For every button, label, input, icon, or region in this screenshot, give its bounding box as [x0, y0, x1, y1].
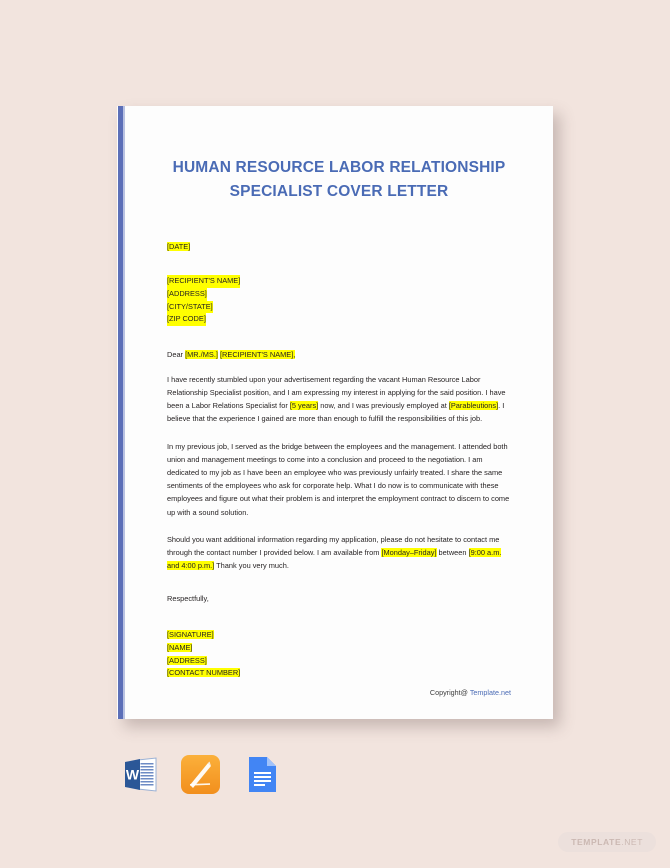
pages-icon-glyph — [178, 752, 223, 797]
watermark-bold-text: TEMPLATE — [571, 837, 622, 847]
sender-name: [NAME] — [167, 642, 193, 652]
recipient-block — [167, 251, 511, 326]
body-paragraph-1 — [167, 359, 511, 426]
paragraph-3-highlight-hours: [9:00 a.m. and 4:00 p.m.] — [167, 547, 502, 571]
docs-icon-glyph — [238, 752, 283, 797]
body-paragraph-3 — [167, 519, 511, 573]
page-left-accent-bar — [118, 106, 123, 719]
salutation-prefix: Dear — [167, 349, 186, 359]
sender-address: [ADDRESS] — [167, 655, 207, 665]
date-field — [167, 204, 511, 251]
paragraph-1-highlight-company: [Parableutions] — [448, 401, 499, 411]
template-net-link[interactable]: Template.net — [469, 688, 511, 697]
copyright-text: Copyright@ — [429, 688, 470, 697]
document-content — [167, 106, 511, 719]
google-docs-icon[interactable] — [238, 752, 283, 797]
recipient-address: [ADDRESS] — [167, 288, 207, 301]
salutation-name-placeholder: [RECIPIENT'S NAME], — [220, 349, 296, 359]
template-net-watermark — [558, 832, 656, 852]
body-paragraph-2: In my previous job, I served as the bridge between the employees and the management. I attended both union and management meetings to come into a conclusion and proceed to the negotiation. I am dedicated to my job as I have been an employee who was previously unfairly treated. I share the same sentiments of the employees who ask for corporate help. What I do now is to communicate with these employees and figure out what their problem is and interpret the employment contract to discern to come up with a sound solution. — [167, 441, 510, 517]
paragraph-3-part-3: Thank you very much. — [214, 561, 289, 571]
paragraph-3-part-1: Should you want additional information regarding my application, please do not hesitate to contact me through the contact number I provided below. I am available from — [167, 534, 500, 557]
recipient-zip-code: [ZIP CODE] — [167, 313, 206, 326]
paragraph-3-part-2: between — [436, 547, 469, 557]
file-format-icons — [118, 752, 283, 797]
salutation-line — [167, 326, 511, 359]
sender-contact-number: [CONTACT NUMBER] — [167, 668, 241, 678]
date-placeholder: [DATE] — [167, 242, 191, 252]
paragraph-1-highlight-years: [5 years] — [289, 401, 319, 411]
paragraph-1-part-2: now, and I was previously employed at — [318, 401, 449, 411]
copyright-notice — [430, 688, 511, 697]
svg-text:W: W — [125, 766, 140, 783]
paragraph-1-part-3: . I believe that the experience I gained are more than enough to fulfill the responsibilities of this job. — [167, 401, 505, 424]
paragraph-1-part-1: I have recently stumbled upon your advertisement regarding the vacant Human Resource Labor Relationship Specialist position, and I am expressing my interest in applying for the said position. I have been a Labor Relations Specialist for — [167, 374, 506, 411]
document-page-container — [117, 106, 553, 719]
recipient-name: [RECIPIENT'S NAME] — [167, 275, 240, 288]
document-page — [117, 106, 553, 719]
apple-pages-icon[interactable] — [178, 752, 223, 797]
recipient-city-state: [CITY/STATE] — [167, 301, 213, 314]
salutation-title-placeholder: [MR./MS.] — [185, 349, 218, 359]
page-title — [167, 106, 511, 204]
signature-block — [167, 603, 511, 680]
title-line-2: SPECIALIST COVER LETTER — [229, 183, 449, 201]
title-line-1: HUMAN RESOURCE LABOR RELATIONSHIP — [172, 159, 506, 176]
word-icon-glyph — [118, 752, 163, 797]
signature-placeholder: [SIGNATURE] — [167, 630, 214, 640]
watermark-light-text: .NET — [621, 837, 643, 847]
closing-line: Respectfully, — [167, 594, 209, 604]
paragraph-3-highlight-days: [Monday–Friday] — [381, 547, 437, 557]
microsoft-word-icon[interactable] — [118, 752, 163, 797]
